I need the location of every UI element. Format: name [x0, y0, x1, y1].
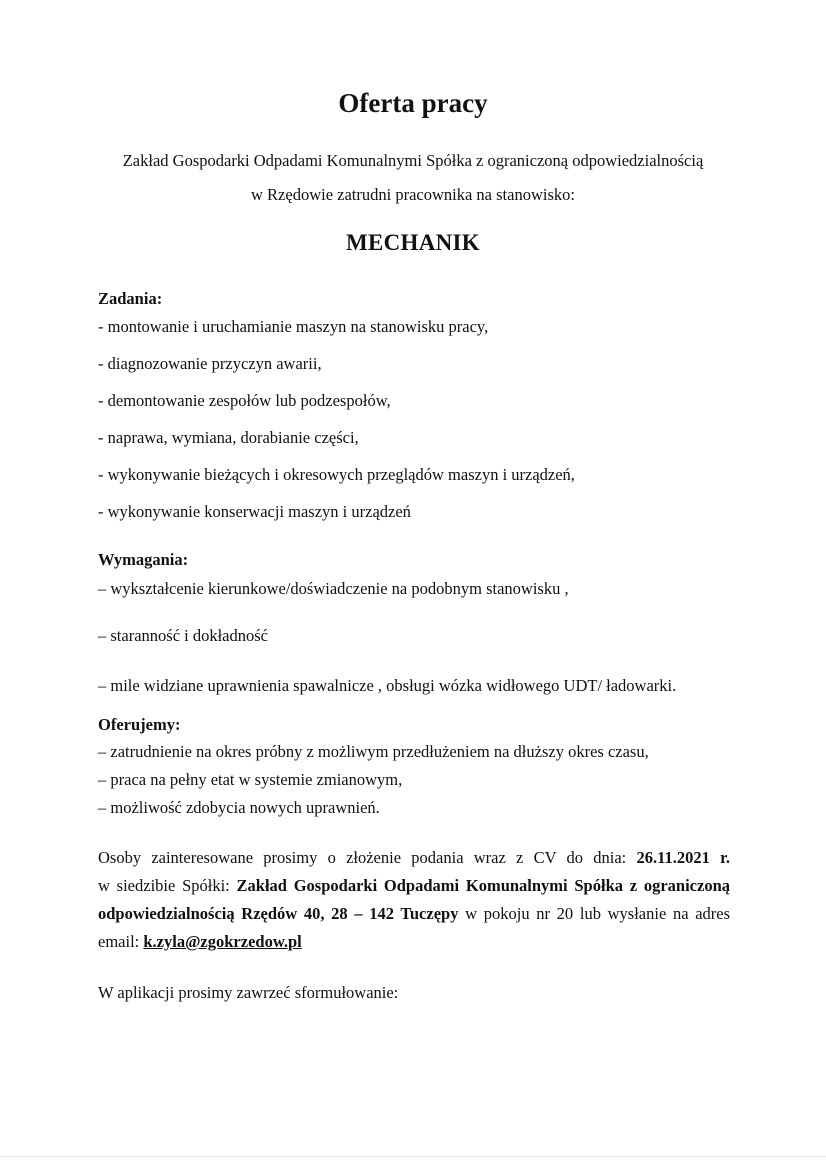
- application-deadline: 26.11.2021 r.: [636, 848, 730, 867]
- intro-line-1: Zakład Gospodarki Odpadami Komunalnymi Spółka z ograniczoną odpowiedzialnością: [122, 151, 704, 170]
- application-text: w siedzibie Spółki:: [98, 876, 230, 895]
- task-item: - montowanie i uruchamianie maszyn na stanowisku pracy,: [98, 317, 489, 336]
- requirement-item: – mile widziane uprawnienia spawalnicze , obsługi wózka widłowego UDT/ ładowarki.: [98, 676, 677, 695]
- application-line-3: [98, 904, 730, 924]
- intro-line-2: w Rzędowie zatrudni pracownika na stanowisko:: [251, 185, 575, 204]
- task-item: - naprawa, wymiana, dorabianie części,: [98, 428, 359, 447]
- application-text: w pokoju nr 20 lub wysłanie na adres: [465, 904, 731, 923]
- position-title: MECHANIK: [345, 230, 480, 255]
- email-link[interactable]: k.zyla@zgokrzedow.pl: [143, 932, 302, 951]
- requirement-item: – wykształcenie kierunkowe/doświadczenie na podobnym stanowisku ,: [98, 579, 569, 598]
- task-item: - wykonywanie bieżących i okresowych przeglądów maszyn i urządzeń,: [98, 465, 575, 484]
- offer-item: – możliwość zdobycia nowych uprawnień.: [98, 798, 380, 817]
- requirements-heading: Wymagania:: [98, 550, 189, 569]
- application-line-2: [98, 876, 730, 896]
- email-label: email:: [98, 932, 140, 951]
- offer-item: – praca na pełny etat w systemie zmianowym,: [98, 770, 403, 789]
- application-text: Osoby zainteresowane prosimy o złożenie podania wraz z CV do dnia:: [98, 848, 627, 867]
- offer-heading: Oferujemy:: [98, 715, 181, 734]
- task-item: - demontowanie zespołów lub podzespołów,: [98, 391, 391, 410]
- requirement-item: – staranność i dokładność: [98, 626, 269, 645]
- offer-item: – zatrudnienie na okres próbny z możliwym przedłużeniem na dłuższy okres czasu,: [98, 742, 649, 761]
- closing-text: W aplikacji prosimy zawrzeć sformułowanie:: [98, 983, 399, 1002]
- application-line-1: [98, 848, 730, 868]
- application-line-4: [98, 932, 302, 952]
- document-title: Oferta pracy: [338, 88, 488, 118]
- task-item: - wykonywanie konserwacji maszyn i urządzeń: [98, 502, 411, 521]
- company-name: Zakład Gospodarki Odpadami Komunalnymi Spółka z ograniczoną: [236, 876, 730, 895]
- company-address: odpowiedzialnością Rzędów 40, 28 – 142 Tuczępy: [98, 904, 459, 923]
- tasks-heading: Zadania:: [98, 289, 163, 308]
- page-bottom-rule: [0, 1156, 826, 1157]
- task-item: - diagnozowanie przyczyn awarii,: [98, 354, 322, 373]
